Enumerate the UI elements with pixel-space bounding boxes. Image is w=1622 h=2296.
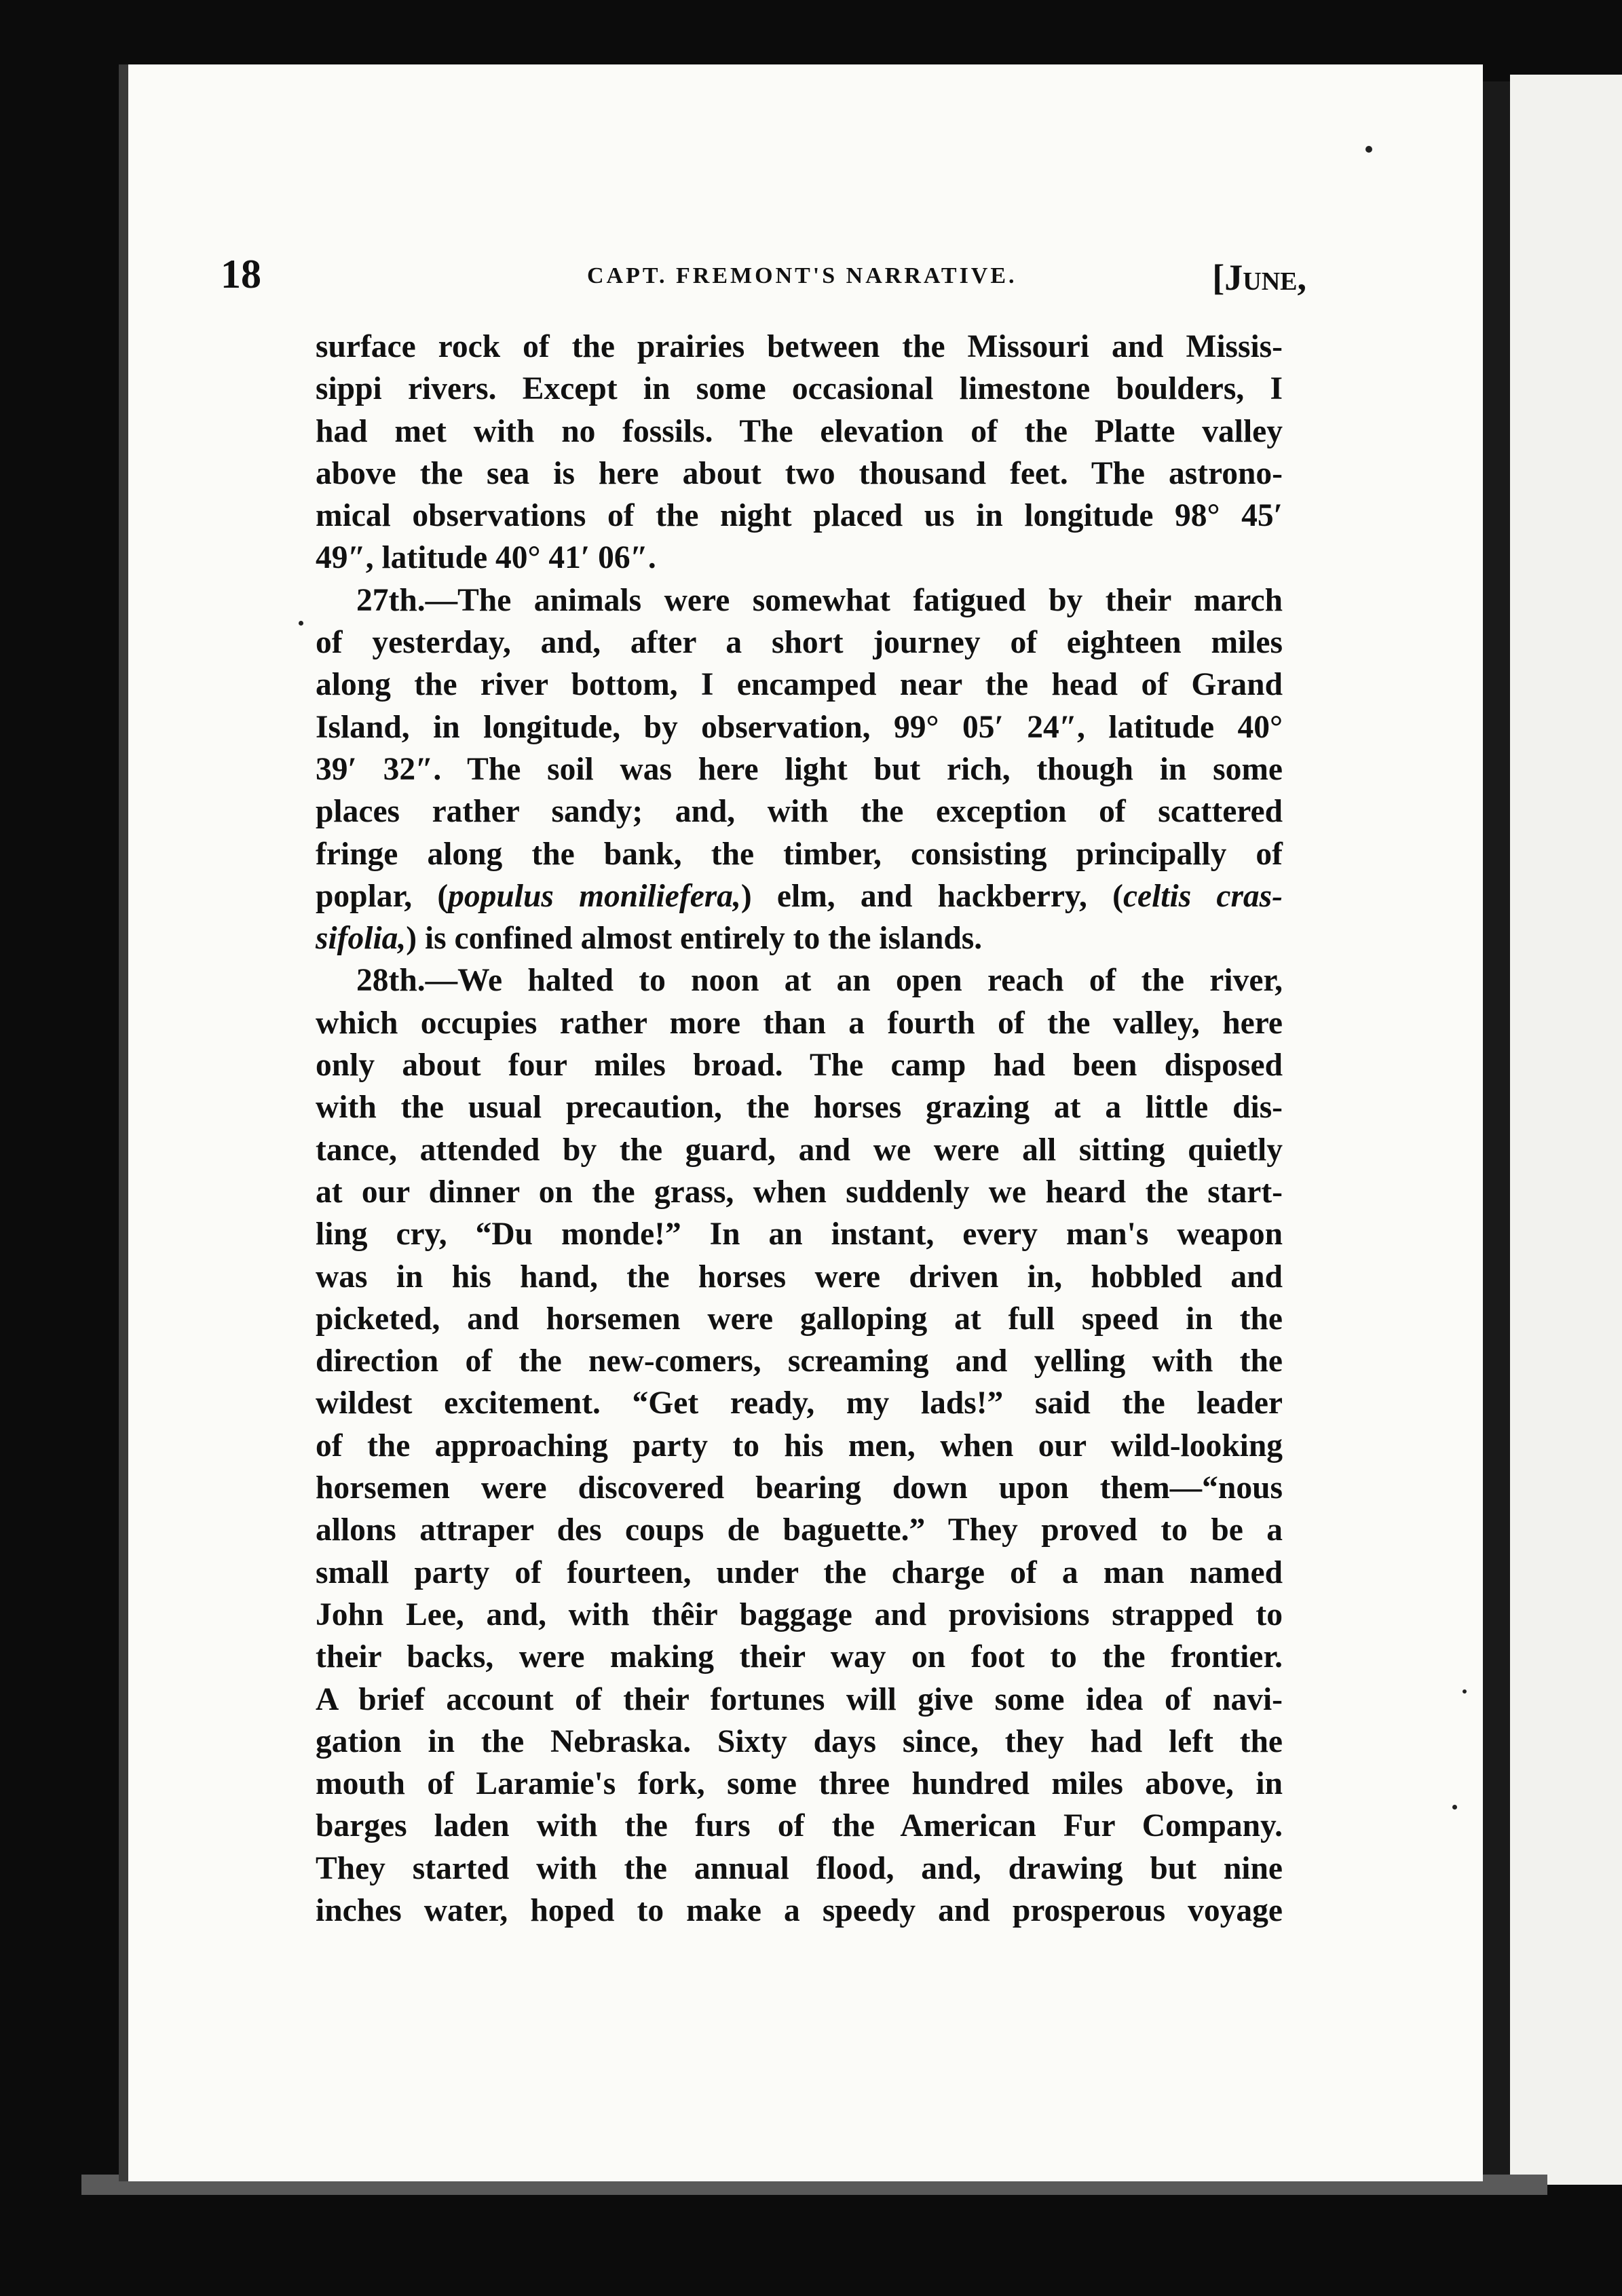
book-gutter xyxy=(1483,81,1510,2178)
text-line: along the river bottom, I encamped near the head of Grand xyxy=(316,667,1283,703)
text-line: at our dinner on the grass, when suddenly we heard the start- xyxy=(316,1174,1283,1210)
text-line: small party of fourteen, under the charge of a man named xyxy=(316,1554,1283,1590)
text-line: above the sea is here about two thousand feet. The astrono- xyxy=(316,455,1283,491)
text-line: surface rock of the prairies between the Missouri and Missis- xyxy=(316,329,1283,364)
text-line: direction of the new-comers, screaming and yelling with the xyxy=(316,1343,1283,1379)
section-mark: [June, xyxy=(1212,257,1306,298)
text-line: fringe along the bank, the timber, consisting principally of xyxy=(316,836,1283,872)
text-line: inches water, hoped to make a speedy and prosperous voyage xyxy=(316,1892,1283,1928)
text-line: which occupies rather more than a fourth of the valley, here xyxy=(316,1005,1283,1041)
text-line: sippi rivers. Except in some occasional limestone boulders, I xyxy=(316,371,1283,407)
body-text xyxy=(316,326,1283,1932)
scan-speck xyxy=(1452,1805,1457,1810)
text-line: wildest excitement. “Get ready, my lads!” said the leader xyxy=(316,1385,1283,1421)
scan-speck xyxy=(299,621,303,626)
text-line: horsemen were discovered bearing down upon them—“nous xyxy=(316,1470,1283,1506)
text-span: ) is confined almost entirely to the islands. xyxy=(406,921,983,957)
text-line: ling cry, “Du monde!” In an instant, every man's weapon xyxy=(316,1217,1283,1252)
text-span: poplar, ( xyxy=(316,878,449,914)
text-line: was in his hand, the horses were driven in, hobbled and xyxy=(316,1259,1283,1295)
text-line-mixed xyxy=(316,875,1283,917)
text-line: They started with the annual flood, and, drawing but nine xyxy=(316,1850,1283,1886)
text-line: John Lee, and, with thêir baggage and provisions strapped to xyxy=(316,1596,1283,1632)
text-line: Island, in longitude, by observation, 99° 05′ 24″, latitude 40° xyxy=(316,709,1283,745)
text-line: gation in the Nebraska. Sixty days since, they had left the xyxy=(316,1723,1283,1759)
text-line: only about four miles broad. The camp had been disposed xyxy=(316,1048,1283,1084)
text-line: 28th.—We halted to noon at an open reach of the river, xyxy=(356,963,1283,999)
text-line: with the usual precaution, the horses grazing at a little dis- xyxy=(316,1090,1283,1126)
text-line: places rather sandy; and, with the exception of scattered xyxy=(316,794,1283,830)
text-line: mical observations of the night placed us in longitude 98° 45′ xyxy=(316,498,1283,534)
text-line: tance, attended by the guard, and we were all sitting quietly xyxy=(316,1132,1283,1168)
italic-latin-name: populus moniliefera, xyxy=(448,878,741,914)
italic-latin-name: sifolia, xyxy=(316,921,407,957)
text-line: picketed, and horsemen were galloping at full speed in the xyxy=(316,1301,1283,1337)
page-header xyxy=(221,251,1306,305)
text-line: of the approaching party to his men, when our wild-looking xyxy=(316,1428,1283,1463)
text-line: mouth of Laramie's fork, some three hundred miles above, in xyxy=(316,1766,1283,1802)
text-line: of yesterday, and, after a short journey of eighteen miles xyxy=(316,625,1283,661)
scan-speck xyxy=(1463,1689,1467,1694)
running-title: CAPT. FREMONT'S NARRATIVE. xyxy=(587,263,1017,288)
text-line: A brief account of their fortunes will give some idea of navi- xyxy=(316,1681,1283,1717)
text-line: had met with no fossils. The elevation of the Platte valley xyxy=(316,413,1283,449)
text-line: their backs, were making their way on foot to the frontier. xyxy=(316,1639,1283,1675)
text-span: ) elm, and hackberry, ( xyxy=(740,878,1123,914)
text-line: allons attraper des coups de baguette.” They proved to be a xyxy=(316,1512,1283,1548)
text-line: 39′ 32″. The soil was here light but rich, though in some xyxy=(316,751,1283,787)
adjacent-page-edge xyxy=(1510,75,1622,2185)
text-line: 27th.—The animals were somewhat fatigued by their march xyxy=(356,582,1283,618)
text-line-mixed xyxy=(316,917,1283,959)
italic-latin-name: celtis cras- xyxy=(1123,878,1283,914)
page-number: 18 xyxy=(221,252,261,296)
scan-speck xyxy=(1365,146,1372,153)
text-line: 49″, latitude 40° 41′ 06″. xyxy=(316,540,656,576)
text-line: barges laden with the furs of the American Fur Company. xyxy=(316,1808,1283,1844)
